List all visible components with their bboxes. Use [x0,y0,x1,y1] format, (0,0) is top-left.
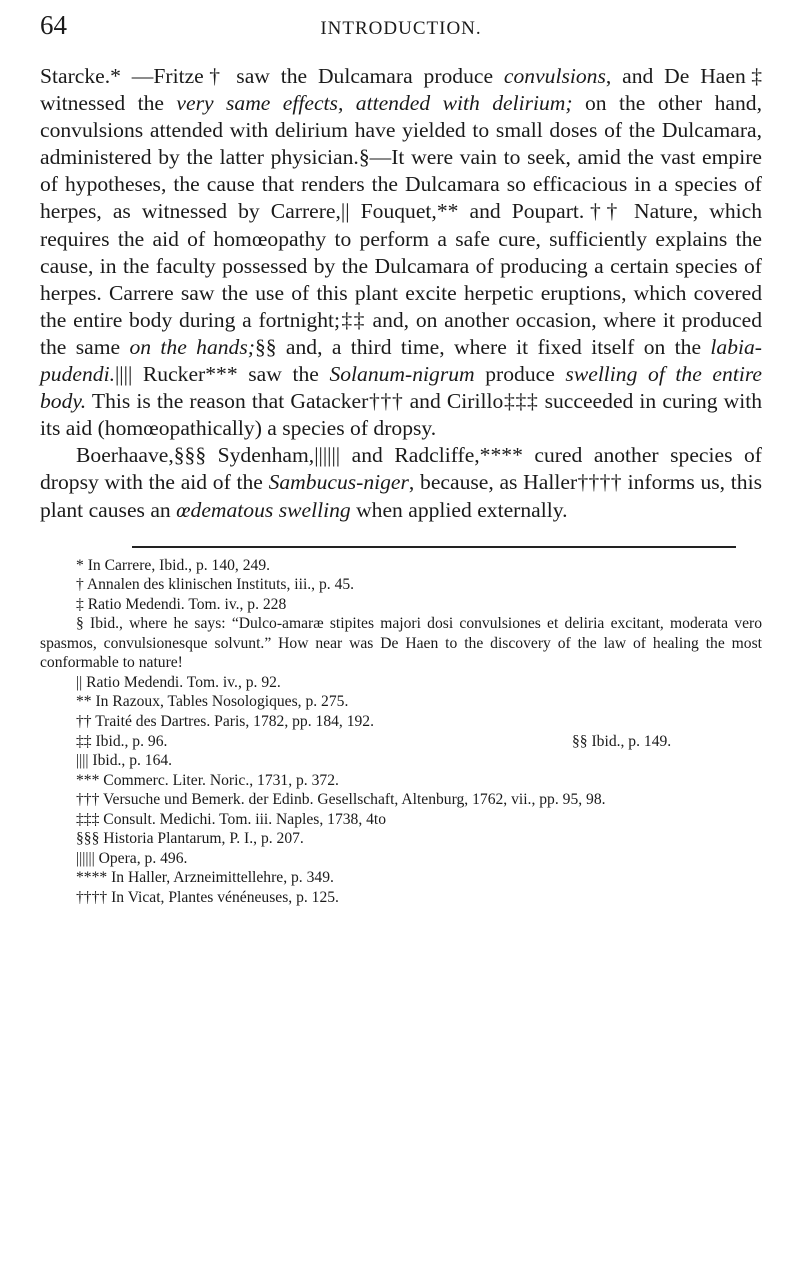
text-run: on the other hand, convulsions attended with delirium have yielded to small doses of the Dulcamara, administered by the latter physician.§—It were vain to seek, amid the vast empire of hypotheses, the cause that renders the Dulcamara so efficacious in a species of herpes, as witnessed by Carrere,|| Fouquet,** and Poupart.†† Nature, which requires the aid of homœopathy to perform a safe cure, sufficiently explains the cause, in the faculty possessed by the Dulcamara of producing a certain species of herpes. Carrere saw the use of this plant excite herpetic eruptions, which covered the entire body during a fortnight;‡‡ and, on another occasion, where it produced the same [40,91,762,359]
footnote: ‡ Ratio Medendi. Tom. iv., p. 228 [76,595,287,613]
italic-run: convulsions [503,64,606,88]
body-text [40,63,762,524]
footnote: || Ratio Medendi. Tom. iv., p. 92. [76,673,281,691]
text-run: when applied externally. [350,497,568,522]
page-number: 64 [40,10,67,40]
footnote: ‡‡‡ Consult. Medichi. Tom. iii. Naples, 1738, 4to [76,810,387,828]
paragraph-2 [40,442,762,523]
footnote: ‡‡ Ibid., p. 96. [76,732,168,750]
footnote: †† Traité des Dartres. Paris, 1782, pp. 184, 192. [76,712,374,730]
footnote: § Ibid., where he says: “Dulco-amaræ stipites majori dosi convulsiones et deliria excitant, moderata vero spasmos, convulsionesque solvunt.” How near was De Haen to the discovery of the law of healing the most conformable to nature! [40,615,762,672]
footnotes [40,556,762,908]
italic-run: Solanum-nigrum [329,362,475,387]
italic-run: very same effects, attended with delirium; [176,91,573,116]
footnote: §§ Ibid., p. 149. [572,732,672,750]
paragraph-1 [40,63,762,442]
italic-run: swelling of the entire body. [40,362,762,414]
footnote: **** In Haller, Arzneimittellehre, p. 349. [76,869,334,887]
text-run: |||| Rucker*** saw the [114,362,330,387]
footnote-row [40,732,762,752]
italic-run: on the hands; [129,334,255,359]
footnote-rule [132,546,736,548]
text-run: §§ and, a third time, where it fixed itself on the [254,334,711,359]
footnote: †††† In Vicat, Plantes vénéneuses, p. 125. [76,888,339,906]
footnote: |||| Ibid., p. 164. [76,752,173,770]
italic-run: Sambucus-niger [268,470,409,495]
footnote: §§§ Historia Plantarum, P. I., p. 207. [76,830,304,848]
text-run: Starcke.* —Fritze† saw the Dulcamara produce [40,64,504,88]
text-run: Boerhaave,§§§ Sydenham,|||||| and Radcliffe,**** cured another species of dropsy with the aid of the [40,443,762,495]
footnote: ††† Versuche und Bemerk. der Edinb. Gesellschaft, Altenburg, 1762, vii., pp. 95, 98. [76,791,606,809]
footnote: ** In Razoux, Tables Nosologiques, p. 275. [76,693,349,711]
footnote: *** Commerc. Liter. Noric., 1731, p. 372. [76,771,339,789]
footnote: |||||| Opera, p. 496. [76,849,188,867]
footnote: † Annalen des klinischen Instituts, iii., p. 45. [76,576,355,594]
text-run: produce [474,362,566,387]
text-run: , and De Haen‡ witnessed the [40,64,762,116]
italic-run: labia-pudendi. [40,334,763,387]
running-head: INTRODUCTION. [320,18,482,39]
text-run: This is the reason that Gatacker††† and Cirillo‡‡‡ succeeded in curing with its aid (homœopathically) a species of dropsy. [40,389,762,441]
italic-run: œdematous swelling [176,497,351,522]
page-header [40,10,762,46]
text-run: , because, as Haller†††† informs us, this plant causes an [40,470,762,522]
footnote: * In Carrere, Ibid., p. 140, 249. [76,556,271,574]
